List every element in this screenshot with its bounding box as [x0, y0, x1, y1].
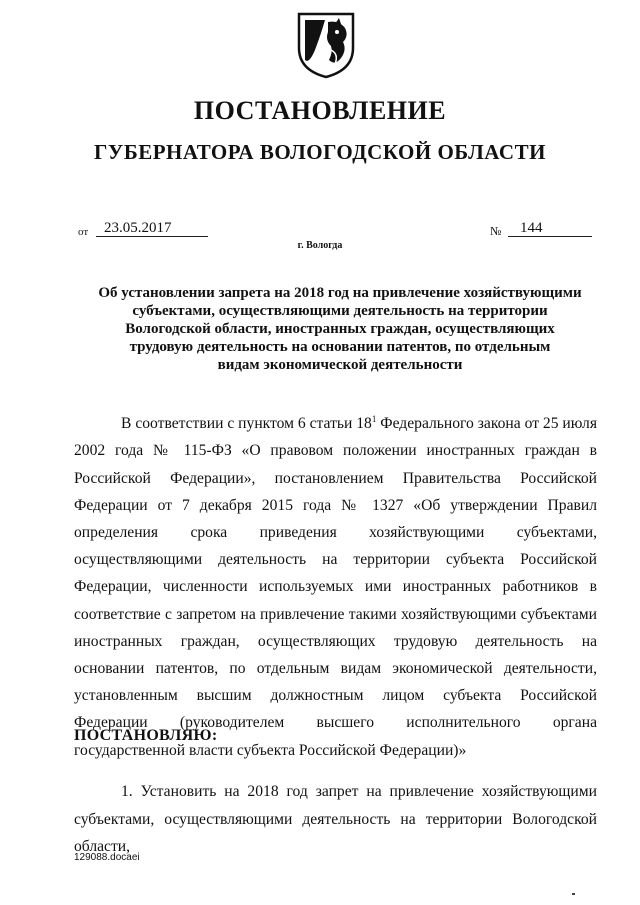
document-subtitle: ГУБЕРНАТОРА ВОЛОГОДСКОЙ ОБЛАСТИ [94, 140, 546, 164]
document-file-id: 129088.docaei [74, 852, 140, 863]
date-underline [96, 236, 208, 237]
preamble [74, 406, 597, 764]
coat-of-arms-emblem [295, 10, 357, 80]
preamble-part2: Федерального закона от 25 июля 2002 года № 115-ФЗ «О правовом положении иностранных граждан в Российской Федерации», постановлением Правительства Российской Федерации от 7 декабря 2015 года № 1327 «Об утверждении Правил определения срока приведения хозяйствующими субъектами, осуществляющими деятельность на территории субъекта Российской Федерации, численности используемых ими иностранных работников в соответствие с запретом на привлечение такими хозяйствующими субъектами иностранных граждан, осуществляющих трудовую деятельность на основании патентов, по отдельным видам экономической деятельности, установленным высшим должностным лицом субъекта Российской Федерации (руководителем высшего исполнительного органа государственной власти субъекта Российской Федерации)» [74, 415, 597, 759]
city-label: г. Вологда [297, 240, 343, 251]
date-prefix: от [78, 226, 89, 238]
subject-line: трудовую деятельность на основании патентов, по отдельным [129, 339, 551, 355]
subject-line: Об установлении запрета на 2018 год на привлечение хозяйствующими [98, 285, 582, 301]
subject-line: видам экономической деятельности [217, 357, 463, 373]
document-number: 144 [520, 220, 543, 236]
decree-word: ПОСТАНОВЛЯЮ: [74, 727, 218, 744]
preamble-paragraph [74, 406, 597, 764]
article-superscript: 1 [371, 414, 377, 424]
item-1-text: 1. Установить на 2018 год запрет на привлечение хозяйствующими субъектами, осуществляющими деятельность на территории Вологодской области, [74, 783, 597, 855]
number-underline [508, 236, 592, 237]
document-date: 23.05.2017 [104, 220, 172, 236]
subject-line: Вологодской области, иностранных граждан, осуществляющих [125, 321, 555, 337]
number-prefix: № [490, 224, 502, 238]
item-1 [74, 778, 597, 861]
preamble-part1: В соответствии с пунктом 6 статьи 18 [121, 415, 372, 433]
subject-line: субъектами, осуществляющими деятельность на территории [132, 303, 548, 319]
document-title: ПОСТАНОВЛЕНИЕ [193, 96, 447, 125]
scan-mark [572, 893, 575, 895]
document-subject [80, 284, 600, 374]
